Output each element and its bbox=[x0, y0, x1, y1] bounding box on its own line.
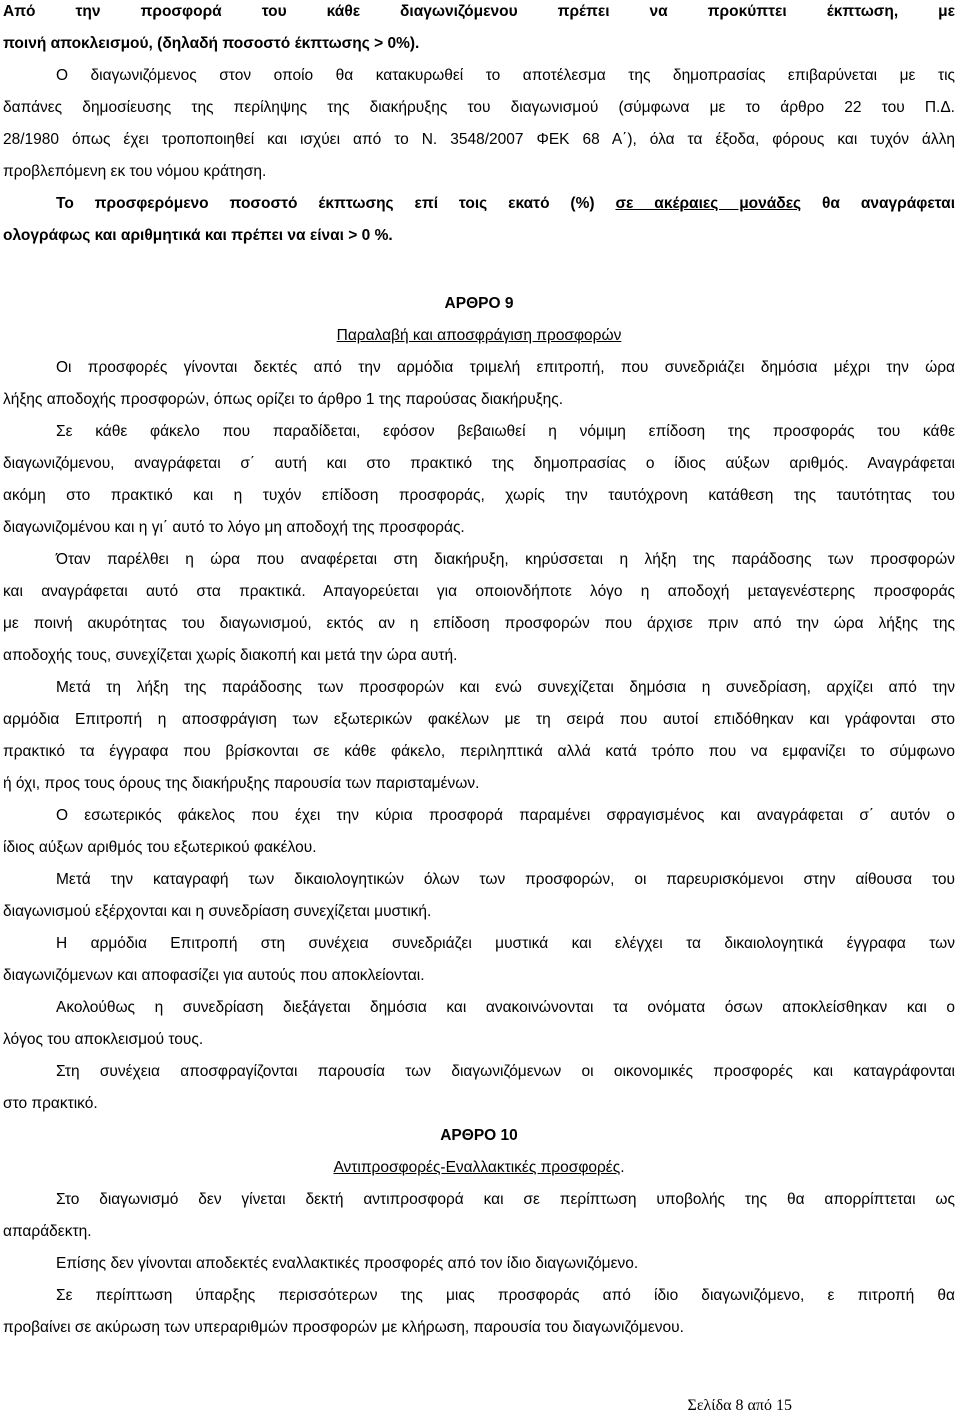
text-line: Οι προσφορές γίνονται δεκτές από την αρμόδια τριμελή επιτροπή, που συνεδριάζει δημόσια μέχρι την ώρα bbox=[56, 359, 955, 376]
text-segment: Το προσφερόμενο ποσοστό έκπτωσης επί τοις εκατό (%) bbox=[56, 195, 595, 212]
text-line: Ο εσωτερικός φάκελος που έχει την κύρια προσφορά παραμένει σφραγισμένος και αναγράφεται σ΄ αυτόν ο bbox=[56, 807, 955, 824]
paragraph bbox=[3, 996, 955, 1060]
text-line: Ακολούθως η συνεδρίαση διεξάγεται δημόσια και ανακοινώνονται τα ονόματα όσων αποκλείσθηκαν και ο bbox=[56, 999, 955, 1016]
text-line: λήξης αποδοχής προσφορών, όπως ορίζει το άρθρο 1 της παρούσας διακήρυξης. bbox=[3, 391, 564, 408]
article-10-title-line bbox=[3, 1156, 955, 1188]
article-10-body bbox=[3, 1188, 955, 1348]
text-line: και αναγράφεται αυτό στα πρακτικά. Απαγορεύεται για οποιονδήποτε λόγο η αποδοχή μεταγενέστερης προσφοράς bbox=[3, 583, 955, 600]
paragraph-discount-format bbox=[3, 192, 955, 256]
text-line: διαγωνιζομένου και η γι΄ αυτό το λόγο μη αποδοχή της προσφοράς. bbox=[3, 519, 465, 536]
paragraph-penalty bbox=[3, 0, 955, 64]
page-number-footer: Σελίδα 8 από 15 bbox=[687, 1397, 792, 1414]
text-line: Επίσης δεν γίνονται αποδεκτές εναλλακτικές προσφορές από τον ίδιο διαγωνιζόμενο. bbox=[56, 1255, 639, 1272]
spacer bbox=[3, 256, 955, 292]
text-line: 28/1980 όπως έχει τροποποιηθεί και ισχύει από το Ν. 3548/2007 ΦΕΚ 68 Α΄), όλα τα έξοδα, φόρους και τυχόν άλλη bbox=[3, 131, 955, 148]
text-segment: θα αναγράφεται bbox=[822, 195, 955, 212]
text-line: με ποινή ακυρότητας του διαγωνισμού, εκτός αν η επίδοση προσφορών που άρχισε πριν από την ώρα λήξης της bbox=[3, 615, 955, 632]
article-10-heading: ΑΡΘΡΟ 10 bbox=[440, 1127, 518, 1144]
article-9-heading: ΑΡΘΡΟ 9 bbox=[444, 295, 514, 312]
text-line: πρακτικό τα έγγραφα που βρίσκονται σε κάθε φάκελο, περιληπτικά αλλά κατά τρόπο που να εμφανίζει το σύμφωνο bbox=[3, 743, 955, 760]
text-line: Σε περίπτωση ύπαρξης περισσότερων της μιας προσφοράς από ίδιο διαγωνιζόμενο, ε πιτροπή θα bbox=[56, 1287, 955, 1304]
paragraph bbox=[3, 356, 955, 420]
text-line: Όταν παρέλθει η ώρα που αναφέρεται στη διακήρυξη, κηρύσσεται η λήξη της παράδοσης των προσφορών bbox=[56, 551, 955, 568]
text-line: Μετά την καταγραφή των δικαιολογητικών όλων των προσφορών, οι παρευρισκόμενοι στην αίθουσα του bbox=[56, 871, 955, 888]
text-line: ακόμη στο πρακτικό και η τυχόν επίδοση προσφοράς, χωρίς την ταυτόχρονη κατάθεση της ταυτότητας του bbox=[3, 487, 955, 504]
article-10-title: Αντιπροσφορές-Εναλλακτικές προσφορές bbox=[333, 1159, 621, 1176]
paragraph-expenses bbox=[3, 64, 955, 192]
paragraph bbox=[3, 868, 955, 932]
text-line: διαγωνισμού εξέρχονται και η συνεδρίαση συνεχίζεται μυστική. bbox=[3, 903, 432, 920]
article-9-title-line bbox=[3, 324, 955, 356]
underlined-text: σε ακέραιες μονάδες bbox=[615, 195, 802, 212]
text-line: αρμόδια Επιτροπή η αποσφράγιση των εξωτερικών φακέλων με τη σειρά που αυτοί επιδόθηκαν και γράφονται στο bbox=[3, 711, 955, 728]
text-line: λόγος του αποκλεισμού τους. bbox=[3, 1031, 204, 1048]
text-line: ποινή αποκλεισμού, (δηλαδή ποσοστό έκπτωσης > 0%). bbox=[3, 35, 420, 52]
text-line: ολογράφως και αριθμητικά και πρέπει να είναι > 0 %. bbox=[3, 227, 393, 244]
text-line: στο πρακτικό. bbox=[3, 1095, 98, 1112]
paragraph bbox=[3, 932, 955, 996]
article-10-title-tail: . bbox=[620, 1159, 625, 1176]
text-line: Ο διαγωνιζόμενος στον οποίο θα κατακυρωθεί το αποτέλεσμα της δημοπρασίας επιβαρύνεται με τις bbox=[56, 67, 955, 84]
paragraph bbox=[3, 1252, 955, 1284]
text-line bbox=[3, 192, 955, 224]
paragraph bbox=[3, 1188, 955, 1252]
text-line: Η αρμόδια Επιτροπή στη συνέχεια συνεδριάζει μυστικά και ελέγχει τα δικαιολογητικά έγγραφα των bbox=[56, 935, 955, 952]
article-9-title: Παραλαβή και αποσφράγιση προσφορών bbox=[336, 327, 622, 344]
text-line: ίδιος αύξων αριθμός του εξωτερικού φακέλου. bbox=[3, 839, 317, 856]
paragraph bbox=[3, 804, 955, 868]
text-line: Σε κάθε φάκελο που παραδίδεται, εφόσον βεβαιωθεί η νόμιμη επίδοση της προσφοράς του κάθε bbox=[56, 423, 955, 440]
text-line: προβαίνει σε ακύρωση των υπεραριθμών προσφορών με κλήρωση, παρουσία του διαγωνιζόμενου. bbox=[3, 1319, 684, 1336]
article-9-body bbox=[3, 356, 955, 1124]
text-line: Από την προσφορά του κάθε διαγωνιζόμενου πρέπει να προκύπτει έκπτωση, με bbox=[3, 3, 955, 20]
text-line: απαράδεκτη. bbox=[3, 1223, 92, 1240]
text-line: Μετά τη λήξη της παράδοσης των προσφορών και ενώ συνεχίζεται δημόσια η συνεδρίαση, αρχίζει από την bbox=[56, 679, 955, 696]
paragraph bbox=[3, 420, 955, 548]
text-line: δαπάνες δημοσίευσης της περίληψης της διακήρυξης του διαγωνισμού (σύμφωνα με το άρθρο 22 του Π.Δ. bbox=[3, 99, 955, 116]
text-line: Στη συνέχεια αποσφραγίζονται παρουσία των διαγωνιζόμενων οι οικονομικές προσφορές και καταγράφονται bbox=[56, 1063, 955, 1080]
paragraph bbox=[3, 676, 955, 804]
text-line: διαγωνιζόμενων και αποφασίζει για αυτούς που αποκλείονται. bbox=[3, 967, 425, 984]
text-line: προβλεπόμενη εκ του νόμου κράτηση. bbox=[3, 163, 267, 180]
paragraph bbox=[3, 1284, 955, 1348]
text-line: αποδοχής τους, συνεχίζεται χωρίς διακοπή και μετά την ώρα αυτή. bbox=[3, 647, 458, 664]
text-line: διαγωνιζόμενου, αναγράφεται σ΄ αυτή και στο πρακτικό της δημοπρασίας ο ίδιος αύξων αριθμός. Αναγράφεται bbox=[3, 455, 955, 472]
text-line: ή όχι, προς τους όρους της διακήρυξης παρουσία των παρισταμένων. bbox=[3, 775, 480, 792]
text-line: Στο διαγωνισμό δεν γίνεται δεκτή αντιπροσφορά και σε περίπτωση υποβολής της θα απορρίπτεται ως bbox=[56, 1191, 955, 1208]
paragraph bbox=[3, 1060, 955, 1124]
paragraph bbox=[3, 548, 955, 676]
